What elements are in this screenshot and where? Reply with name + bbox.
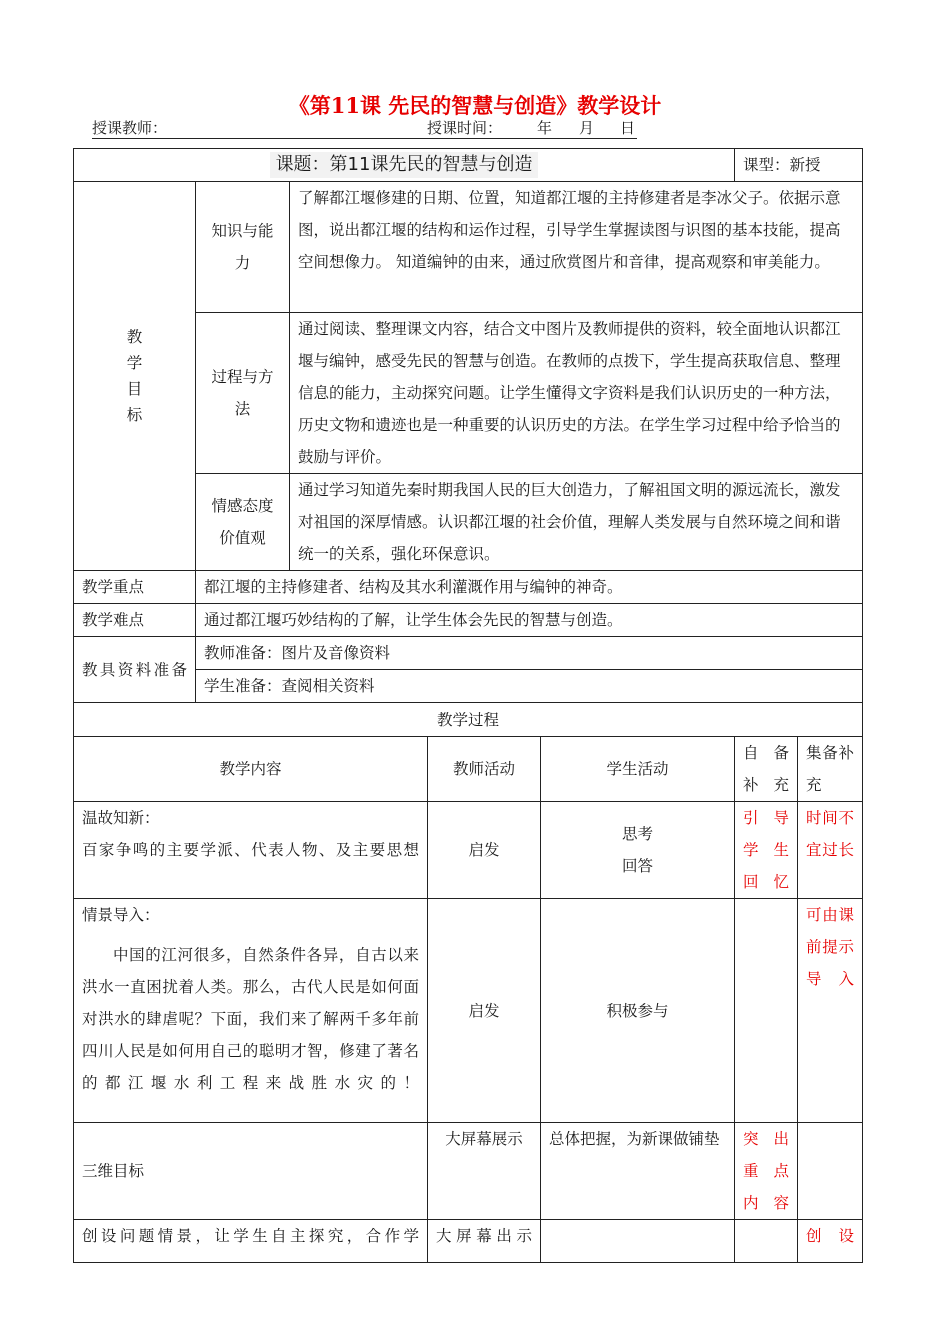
difficulties-text: 通过都江堰巧妙结构的了解，让学生体会先民的智慧与创造。: [196, 604, 863, 637]
materials-teacher: 教师准备：图片及音像资料: [196, 637, 863, 670]
column-header: 教学内容: [74, 737, 428, 802]
process-row: [74, 1220, 863, 1263]
process-student: 思考 回答: [541, 802, 735, 899]
key-points-text: 都江堰的主持修建者、结构及其水利灌溉作用与编钟的神奇。: [196, 571, 863, 604]
column-header: 集备补充: [798, 737, 863, 802]
process-student: 积极参与: [541, 899, 735, 1123]
process-student: 总体把握，为新课做铺垫: [541, 1123, 735, 1220]
objectives-label: 教 学 目 标: [74, 182, 196, 571]
process-group-note: 创设: [798, 1220, 863, 1263]
objective-text: 了解都江堰修建的日期、位置，知道都江堰的主持修建者是李冰父子。依据示意图，说出都江堰的结构和运作过程，引导学生掌握读图与识图的基本技能，提高空间想像力。 知道编钟的由来，通过欣赏图片和音律，提高观察和审美能力。: [290, 182, 863, 313]
process-row: [74, 899, 863, 1123]
process-self-note: 突出重点内容: [735, 1123, 798, 1220]
process-group-note: [798, 1123, 863, 1220]
process-self-note: [735, 1220, 798, 1263]
process-group-note: 可由课前提示导入: [798, 899, 863, 1123]
process-row: [74, 802, 863, 899]
key-points-row: [74, 571, 863, 604]
month-label: 月: [579, 119, 595, 137]
year-label: 年: [537, 119, 553, 137]
process-teacher: 大屏幕出示: [428, 1220, 541, 1263]
process-column-row: [74, 737, 863, 802]
process-student: [541, 1220, 735, 1263]
time-label: 授课时间：: [427, 119, 503, 137]
materials-student: 学生准备：查阅相关资料: [196, 670, 863, 703]
objective-row: [74, 182, 863, 313]
column-header: 教师活动: [428, 737, 541, 802]
objective-text: 通过阅读、整理课文内容，结合文中图片及教师提供的资料，较全面地认识都江堰与编钟，感受先民的智慧与创造。在教师的点拨下，学生提高获取信息、整理信息的能力，主动探究问题。让学生懂得文字资料是我们认识历史的一种方法，历史文物和遗迹也是一种重要的认识历史的方法。在学生学习过程中给予恰当的鼓励与评价。: [290, 313, 863, 474]
process-self-note: 引导学生回忆: [735, 802, 798, 899]
lesson-plan-table: [73, 148, 863, 1263]
materials-label: 教具资料准备: [74, 637, 196, 703]
objective-label: 知识与能力: [196, 182, 290, 313]
process-teacher: 大屏幕展示: [428, 1123, 541, 1220]
objective-label: 情感态度价值观: [196, 474, 290, 571]
difficulties-label: 教学难点: [74, 604, 196, 637]
lesson-title: 课题：第11课先民的智慧与创造: [270, 152, 539, 178]
process-content: 三维目标: [74, 1123, 428, 1220]
process-heading: 教学过程: [74, 703, 863, 737]
lesson-title-cell: [74, 149, 735, 182]
teacher-label: 授课教师：: [92, 119, 168, 137]
header-row: [74, 149, 863, 182]
process-content: 创设问题情景，让学生自主探究，合作学: [74, 1220, 428, 1263]
process-teacher: 启发: [428, 899, 541, 1123]
key-points-label: 教学重点: [74, 571, 196, 604]
process-self-note: [735, 899, 798, 1123]
objective-label: 过程与方法: [196, 313, 290, 474]
meta-line: [92, 117, 637, 139]
column-header: 学生活动: [541, 737, 735, 802]
objective-text: 通过学习知道先秦时期我国人民的巨大创造力，了解祖国文明的源远流长，激发对祖国的深厚情感。认识都江堰的社会价值，理解人类发展与自然环境之间和谐统一的关系，强化环保意识。: [290, 474, 863, 571]
day-label: 日: [620, 119, 636, 137]
column-header: 自备补充: [735, 737, 798, 802]
process-content: 情景导入： 中国的江河很多，自然条件各异，自古以来洪水一直困扰着人类。那么，古代人民是如何面对洪水的肆虐呢？下面，我们来了解两千多年前四川人民是如何用自己的聪明才智，修建了著名的都江堰水利工程来战胜水灾的！: [74, 899, 428, 1123]
difficulties-row: [74, 604, 863, 637]
process-content: 温故知新： 百家争鸣的主要学派、代表人物、及主要思想: [74, 802, 428, 899]
materials-row: [74, 637, 863, 670]
document-title: 《第11课 先民的智慧与创造》教学设计: [288, 93, 662, 118]
process-row: [74, 1123, 863, 1220]
process-heading-row: [74, 703, 863, 737]
process-group-note: 时间不宜过长: [798, 802, 863, 899]
lesson-type: 课型：新授: [735, 149, 863, 182]
process-teacher: 启发: [428, 802, 541, 899]
